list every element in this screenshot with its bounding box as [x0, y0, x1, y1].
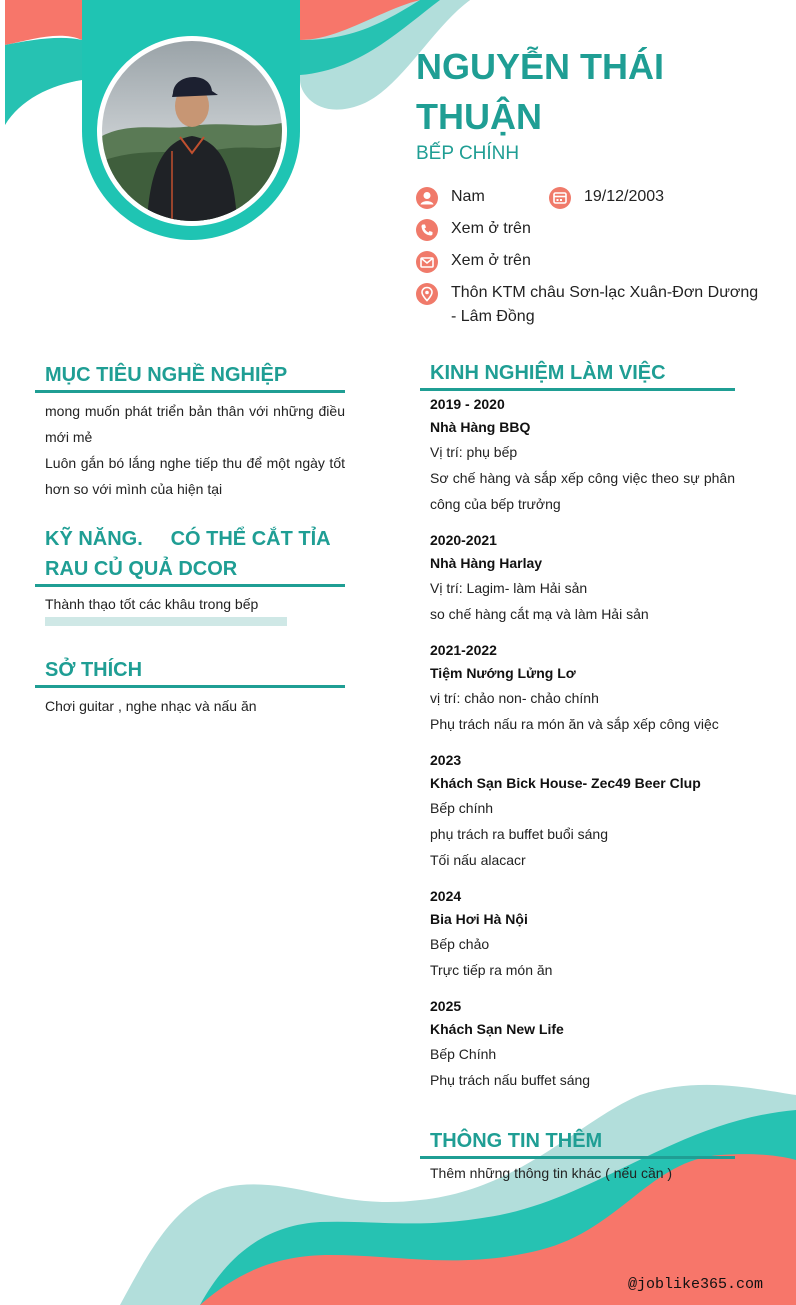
experience-period: 2023	[430, 752, 462, 768]
address-row	[416, 284, 761, 329]
extra-info-divider	[420, 1156, 735, 1159]
experience-period: 2020-2021	[430, 532, 497, 548]
experience-detail: Bếp chảo	[430, 936, 490, 952]
candidate-position: BẾP CHÍNH	[416, 143, 520, 164]
phone-icon	[416, 219, 438, 241]
phone-value: Xem ở trên	[451, 220, 531, 237]
skill-level-track	[45, 617, 287, 626]
extra-info-title: THÔNG TIN THÊM	[430, 1130, 603, 1152]
email-value: Xem ở trên	[451, 252, 531, 269]
experience-detail: so chế hàng cắt mạ và làm Hải sản	[430, 606, 649, 622]
experience-detail: Phụ trách nấu buffet sáng	[430, 1072, 591, 1088]
extra-info-section	[420, 1126, 735, 1186]
experience-detail: Trực tiếp ra món ăn	[430, 962, 553, 978]
user-icon	[416, 187, 438, 209]
skills-divider	[35, 584, 345, 587]
objective-divider	[35, 390, 345, 393]
watermark: @joblike365.com	[628, 1276, 764, 1293]
objective-section	[35, 360, 345, 502]
hobbies-section	[35, 655, 345, 719]
experience-item	[430, 639, 735, 737]
experience-item	[430, 995, 735, 1093]
address-value: Thôn KTM châu Sơn-lạc Xuân-Đơn Dương - Lâm Đồng	[451, 284, 759, 325]
candidate-name: NGUYỄN THÁI THUẬN	[416, 46, 665, 137]
experience-divider	[420, 388, 735, 391]
skill-level-fill	[45, 617, 287, 626]
experience-section	[420, 358, 735, 1105]
experience-company: Nhà Hàng BBQ	[430, 419, 531, 435]
experience-item	[430, 749, 735, 873]
objective-line: mong muốn phát triển bản thân với những điều mới mẻ	[45, 403, 345, 445]
experience-company: Tiệm Nướng Lửng Lơ	[430, 665, 576, 681]
experience-detail: phụ trách ra buffet buổi sáng	[430, 826, 608, 842]
skills-title-part: KỸ NĂNG.	[45, 528, 143, 550]
experience-item	[430, 529, 735, 627]
experience-company: Nhà Hàng Harlay	[430, 555, 543, 571]
experience-period: 2019 - 2020	[430, 396, 505, 412]
experience-detail: Bếp chính	[430, 800, 494, 816]
experience-period: 2024	[430, 888, 462, 904]
experience-item	[430, 393, 735, 517]
email-row	[416, 252, 531, 273]
extra-info-text: Thêm những thông tin khác ( nếu cần )	[430, 1165, 673, 1181]
hobbies-divider	[35, 685, 345, 688]
skills-section	[35, 524, 345, 626]
phone-row	[416, 220, 531, 241]
avatar	[102, 41, 282, 221]
experience-company: Bia Hơi Hà Nội	[430, 911, 528, 927]
birthday-row	[549, 188, 664, 209]
email-icon	[416, 251, 438, 273]
avatar-photo	[102, 41, 282, 221]
experience-detail: Vị trí: phụ bếp	[430, 444, 518, 460]
location-pin-icon	[416, 283, 438, 305]
experience-detail: Phụ trách nấu ra món ăn và sắp xếp công việc	[430, 716, 719, 732]
experience-list	[420, 393, 735, 1093]
skill-item: Thành thạo tốt các khâu trong bếp	[45, 596, 259, 612]
hobbies-text: Chơi guitar , nghe nhạc và nấu ăn	[45, 698, 257, 714]
experience-period: 2021-2022	[430, 642, 497, 658]
calendar-icon	[549, 187, 571, 209]
objective-title: MỤC TIÊU NGHỀ NGHIỆP	[45, 364, 288, 386]
experience-period: 2025	[430, 998, 462, 1014]
gender-row	[416, 188, 485, 209]
experience-company: Khách Sạn Bick House- Zec49 Beer Clup	[430, 775, 701, 791]
experience-detail: Tối nấu alacacr	[430, 852, 526, 868]
experience-item	[430, 885, 735, 983]
skills-title	[35, 524, 345, 584]
experience-company: Khách Sạn New Life	[430, 1021, 564, 1037]
experience-detail: vị trí: chảo non- chảo chính	[430, 690, 599, 706]
objective-line: Luôn gắn bó lắng nghe tiếp thu để một ngày tốt hơn so với mình của hiện tại	[45, 455, 345, 497]
experience-detail: Bếp Chính	[430, 1046, 497, 1062]
experience-detail: Vị trí: Lagim- làm Hải sản	[430, 580, 588, 596]
skills-title-part: CÓ THỂ CẮT TỈA	[170, 528, 331, 550]
gender-value: Nam	[451, 188, 485, 205]
hobbies-title: SỞ THÍCH	[45, 659, 143, 681]
birthday-value: 19/12/2003	[584, 188, 665, 205]
left-teal-wave	[5, 38, 82, 125]
experience-title: KINH NGHIỆM LÀM VIỆC	[430, 362, 666, 384]
skills-title-part: RAU CỦ QUẢ DCOR	[45, 558, 238, 580]
experience-detail: Sơ chế hàng và sắp xếp công việc theo sự phân công của bếp trưởng	[430, 470, 735, 512]
